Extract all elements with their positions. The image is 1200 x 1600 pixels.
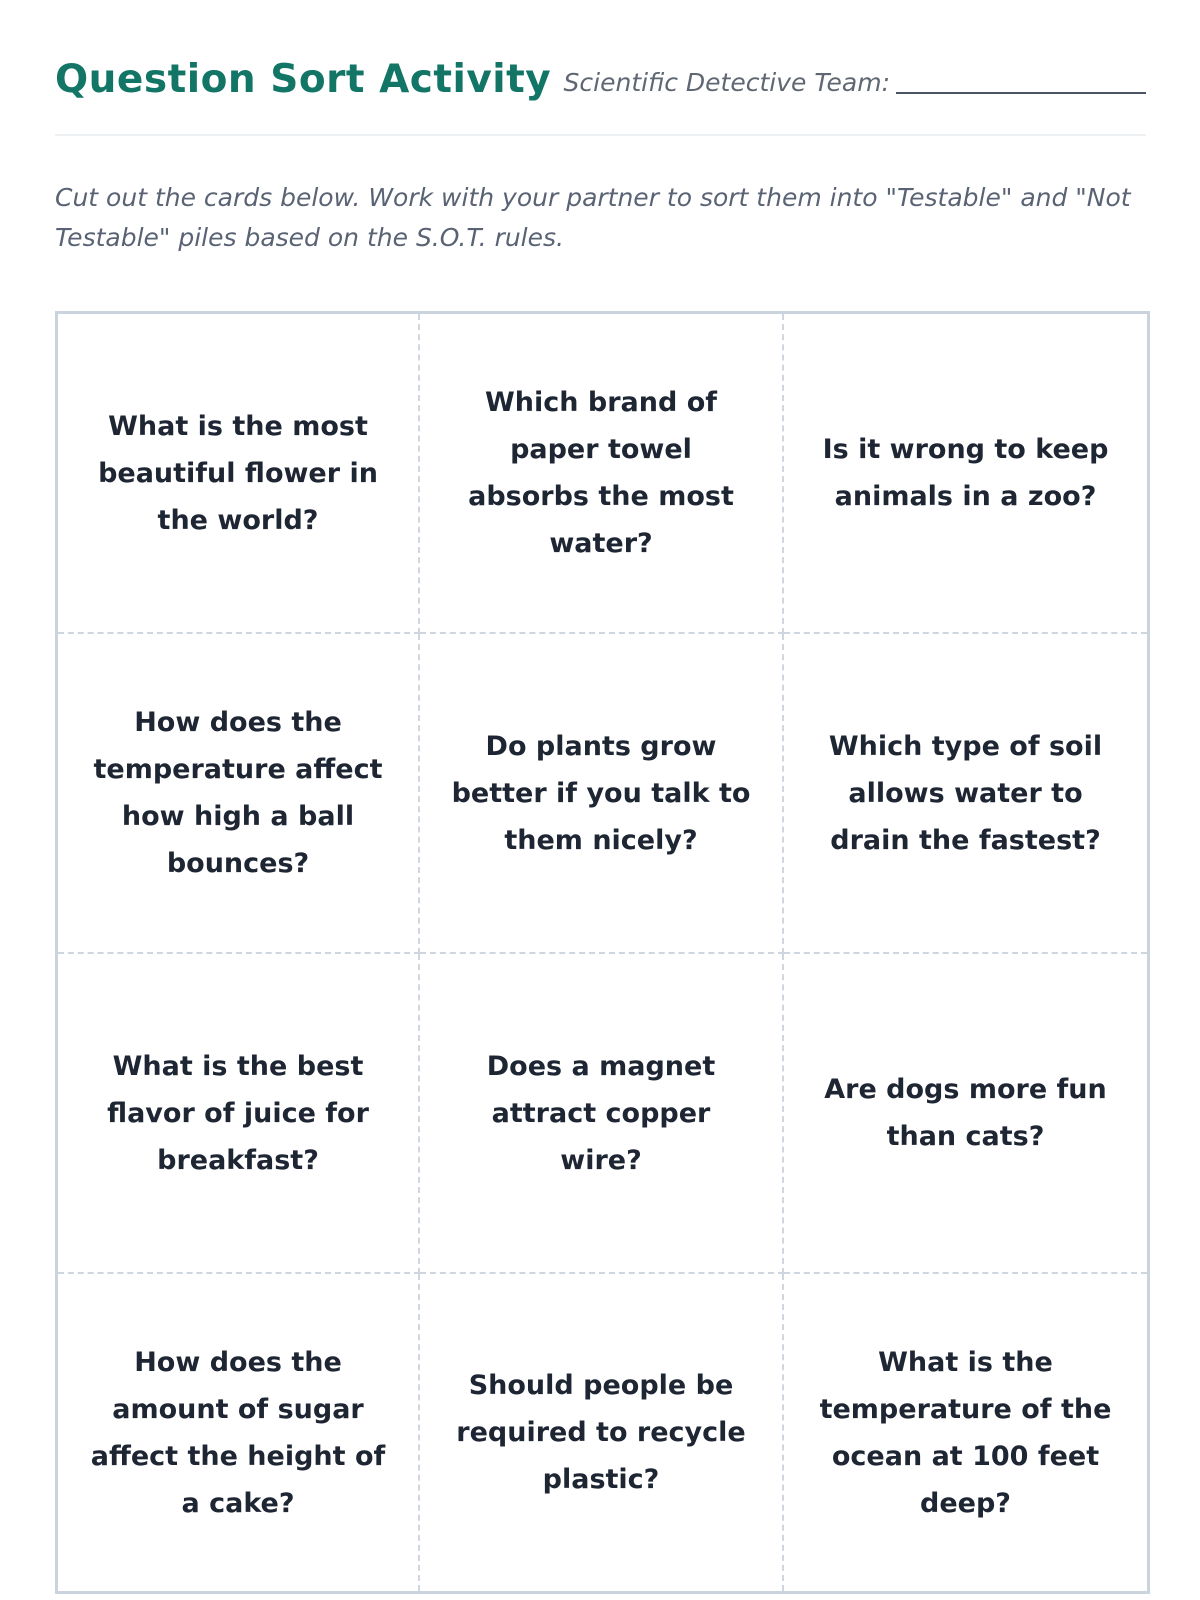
question-card: [58, 314, 420, 634]
question-card: [58, 1274, 420, 1591]
question-card-text: Is it wrong to keep animals in a zoo?: [822, 434, 1109, 512]
worksheet-header: [55, 52, 1146, 112]
question-card: [420, 1274, 784, 1591]
question-card: [420, 954, 784, 1274]
question-card-text: Should people be required to recycle plastic?: [456, 1370, 746, 1495]
team-name-field: [564, 66, 1146, 100]
header-divider: [55, 134, 1146, 136]
question-card: [58, 954, 420, 1274]
question-card-grid: [55, 311, 1150, 1594]
question-card-text: What is the most beautiful flower in the world?: [98, 410, 378, 536]
question-card-text: Do plants grow better if you talk to them nicely?: [451, 730, 751, 856]
question-card-text: Are dogs more fun than cats?: [824, 1074, 1107, 1152]
question-card: [784, 314, 1147, 634]
question-card-text: How does the temperature affect how high a ball bounces?: [93, 707, 383, 879]
question-card: [784, 634, 1147, 954]
team-label: Scientific Detective Team:: [563, 68, 890, 97]
question-card-text: What is the temperature of the ocean at 100 feet deep?: [819, 1346, 1112, 1519]
question-card: [784, 1274, 1147, 1591]
question-card-text: What is the best flavor of juice for breakfast?: [107, 1050, 369, 1176]
page-title: Question Sort Activity: [55, 57, 552, 102]
team-name-blank-line: [896, 92, 1146, 94]
question-card-text: Does a magnet attract copper wire?: [486, 1050, 716, 1176]
question-card-text: How does the amount of sugar affect the height of a cake?: [90, 1346, 386, 1519]
question-card: [784, 954, 1147, 1274]
question-card-text: Which type of soil allows water to drain the fastest?: [828, 730, 1103, 856]
question-card-text: Which brand of paper towel absorbs the most water?: [468, 387, 734, 559]
question-card: [420, 634, 784, 954]
instructions-text: Cut out the cards below. Work with your partner to sort them into "Testable" and "Not Testable" piles based on the S.O.T. rules.: [55, 183, 1131, 252]
question-card: [420, 314, 784, 634]
question-card: [58, 634, 420, 954]
